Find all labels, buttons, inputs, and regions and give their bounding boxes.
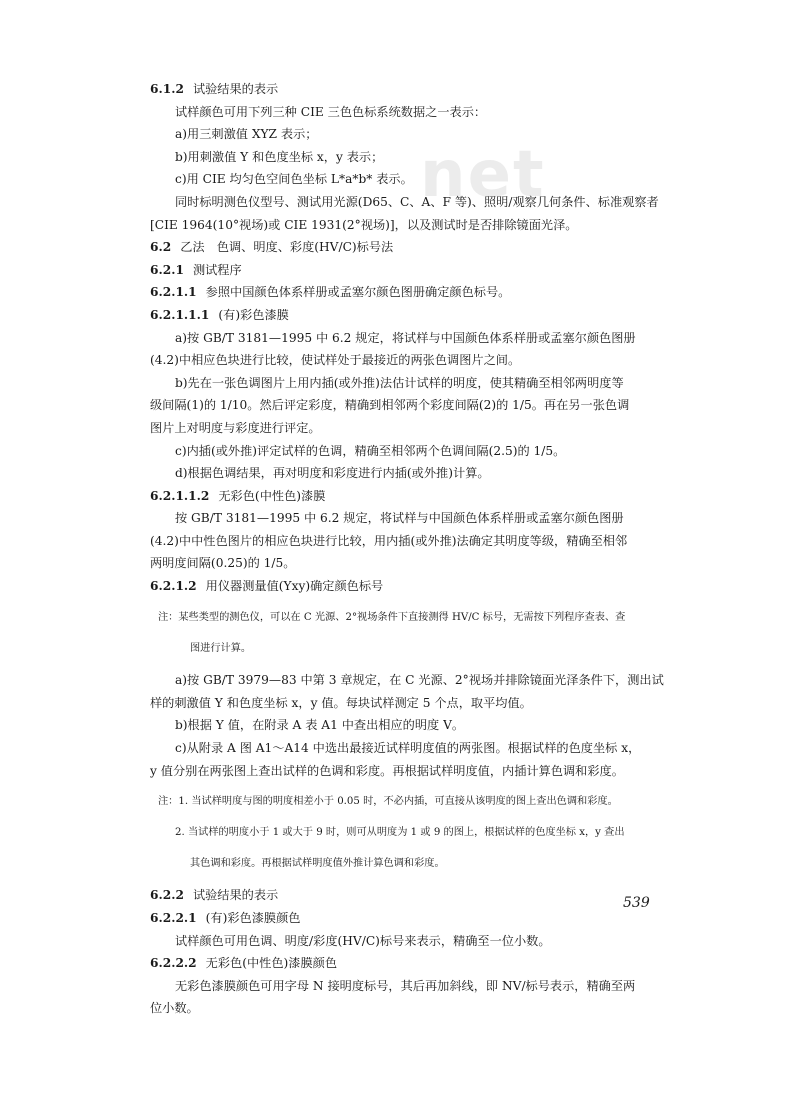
- section-heading-6-2-1-1-2: 6.2.1.1.2 无彩色(中性色)漆膜: [150, 488, 326, 503]
- paragraph: b)根据 Y 值，在附录 A 表 A1 中查出相应的明度 V。: [175, 718, 465, 733]
- note: 注：某些类型的测色仪，可以在 C 光源、2°视场条件下直接测得 HV/C 标号，无需按下列程序查表、查: [158, 611, 626, 623]
- paragraph: 样的刺激值 Y 和色度坐标 x，y 值。每块试样测定 5 个点，取平均值。: [150, 695, 532, 710]
- paragraph: y 值分别在两张图上查出试样的色调和彩度。再根据试样明度值，内插计算色调和彩度。: [150, 763, 624, 778]
- paragraph: 无彩色漆膜颜色可用字母 N 接明度标号，其后再加斜线，即 NV/标号表示，精确至两: [175, 978, 636, 993]
- paragraph: 按 GB/T 3181—1995 中 6.2 规定，将试样与中国颜色体系样册或孟塞尔颜色图册: [175, 511, 624, 526]
- section-heading-6-2-1-1-1: 6.2.1.1.1 (有)彩色漆膜: [150, 307, 289, 322]
- paragraph: d)根据色调结果，再对明度和彩度进行内插(或外推)计算。: [175, 466, 490, 481]
- paragraph: 试样颜色可用色调、明度/彩度(HV/C)标号来表示，精确至一位小数。: [175, 933, 551, 948]
- paragraph: 同时标明测色仪型号、测试用光源(D65、C、A、F 等)、照明/观察几何条件、标准观察者: [175, 194, 659, 209]
- note: 注：1. 当试样明度与图的明度相差小于 0.05 时，不必内插，可直接从该明度的图上查出色调和彩度。: [158, 796, 618, 808]
- paragraph: 图片上对明度与彩度进行评定。: [150, 420, 321, 435]
- paragraph: 位小数。: [150, 1001, 199, 1016]
- section-heading-6-2-1-2: 6.2.1.2 用仪器测量值(Yxy)确定颜色标号: [150, 579, 384, 594]
- paragraph: a)按 GB/T 3181—1995 中 6.2 规定，将试样与中国颜色体系样册或孟塞尔颜色图册: [175, 330, 636, 345]
- paragraph: 两明度间隔(0.25)的 1/5。: [150, 556, 296, 571]
- section-heading-6-2-2: 6.2.2 试验结果的表示: [150, 888, 279, 903]
- paragraph: c)内插(或外推)评定试样的色调，精确至相邻两个色调间隔(2.5)的 1/5。: [175, 443, 566, 458]
- paragraph: b)用刺激值 Y 和色度坐标 x，y 表示；: [175, 149, 384, 164]
- document-page: [150, 78, 675, 1020]
- paragraph: [CIE 1964(10°视场)或 CIE 1931(2°视场)]，以及测试时是否排除镜面光泽。: [150, 217, 578, 232]
- page-number: 539: [623, 895, 650, 911]
- paragraph: c)用 CIE 均匀色空间色坐标 L*a*b* 表示。: [175, 172, 413, 187]
- paragraph: a)按 GB/T 3979—83 中第 3 章规定，在 C 光源、2°视场并排除镜面光泽条件下，测出试: [175, 673, 664, 688]
- section-heading-6-1-2: 6.1.2 试验结果的表示: [150, 82, 279, 96]
- paragraph: 试样颜色可用下列三种 CIE 三色色标系统数据之一表示：: [175, 104, 487, 119]
- paragraph: b)先在一张色调图片上用内插(或外推)法估计试样的明度，使其精确至相邻两明度等: [175, 375, 624, 390]
- note-item: 2. 当试样的明度小于 1 或大于 9 时，则可从明度为 1 或 9 的图上，根据试样的色度坐标 x，y 查出: [175, 827, 625, 839]
- paragraph: (4.2)中相应色块进行比较，使试样处于最接近的两张色调图片之间。: [150, 353, 521, 368]
- paragraph: 级间隔(1)的 1/10。然后评定彩度，精确到相邻两个彩度间隔(2)的 1/5。再在另一张色调: [150, 398, 630, 413]
- section-heading-6-2-1-1: 6.2.1.1 参照中国颜色体系样册或孟塞尔颜色图册确定颜色标号。: [150, 285, 511, 300]
- section-heading-6-2-1: 6.2.1 测试程序: [150, 262, 242, 277]
- section-heading-6-2-2-2: 6.2.2.2 无彩色(中性色)漆膜颜色: [150, 956, 338, 971]
- section-heading-6-2: 6.2 乙法 色调、明度、彩度(HV/C)标号法: [150, 240, 394, 255]
- watermark-text: net: [420, 138, 546, 212]
- paragraph: a)用三刺激值 XYZ 表示；: [175, 127, 318, 142]
- note-continuation: 图进行计算。: [190, 642, 252, 654]
- paragraph: c)从附录 A 图 A1～A14 中选出最接近试样明度值的两张图。根据试样的色度坐标 x，: [175, 741, 641, 755]
- section-heading-6-2-2-1: 6.2.2.1 (有)彩色漆膜颜色: [150, 911, 301, 926]
- note-continuation: 其色调和彩度。再根据试样明度值外推计算色调和彩度。: [190, 857, 445, 869]
- paragraph: (4.2)中中性色图片的相应色块进行比较，用内插(或外推)法确定其明度等级，精确至相邻: [150, 533, 628, 548]
